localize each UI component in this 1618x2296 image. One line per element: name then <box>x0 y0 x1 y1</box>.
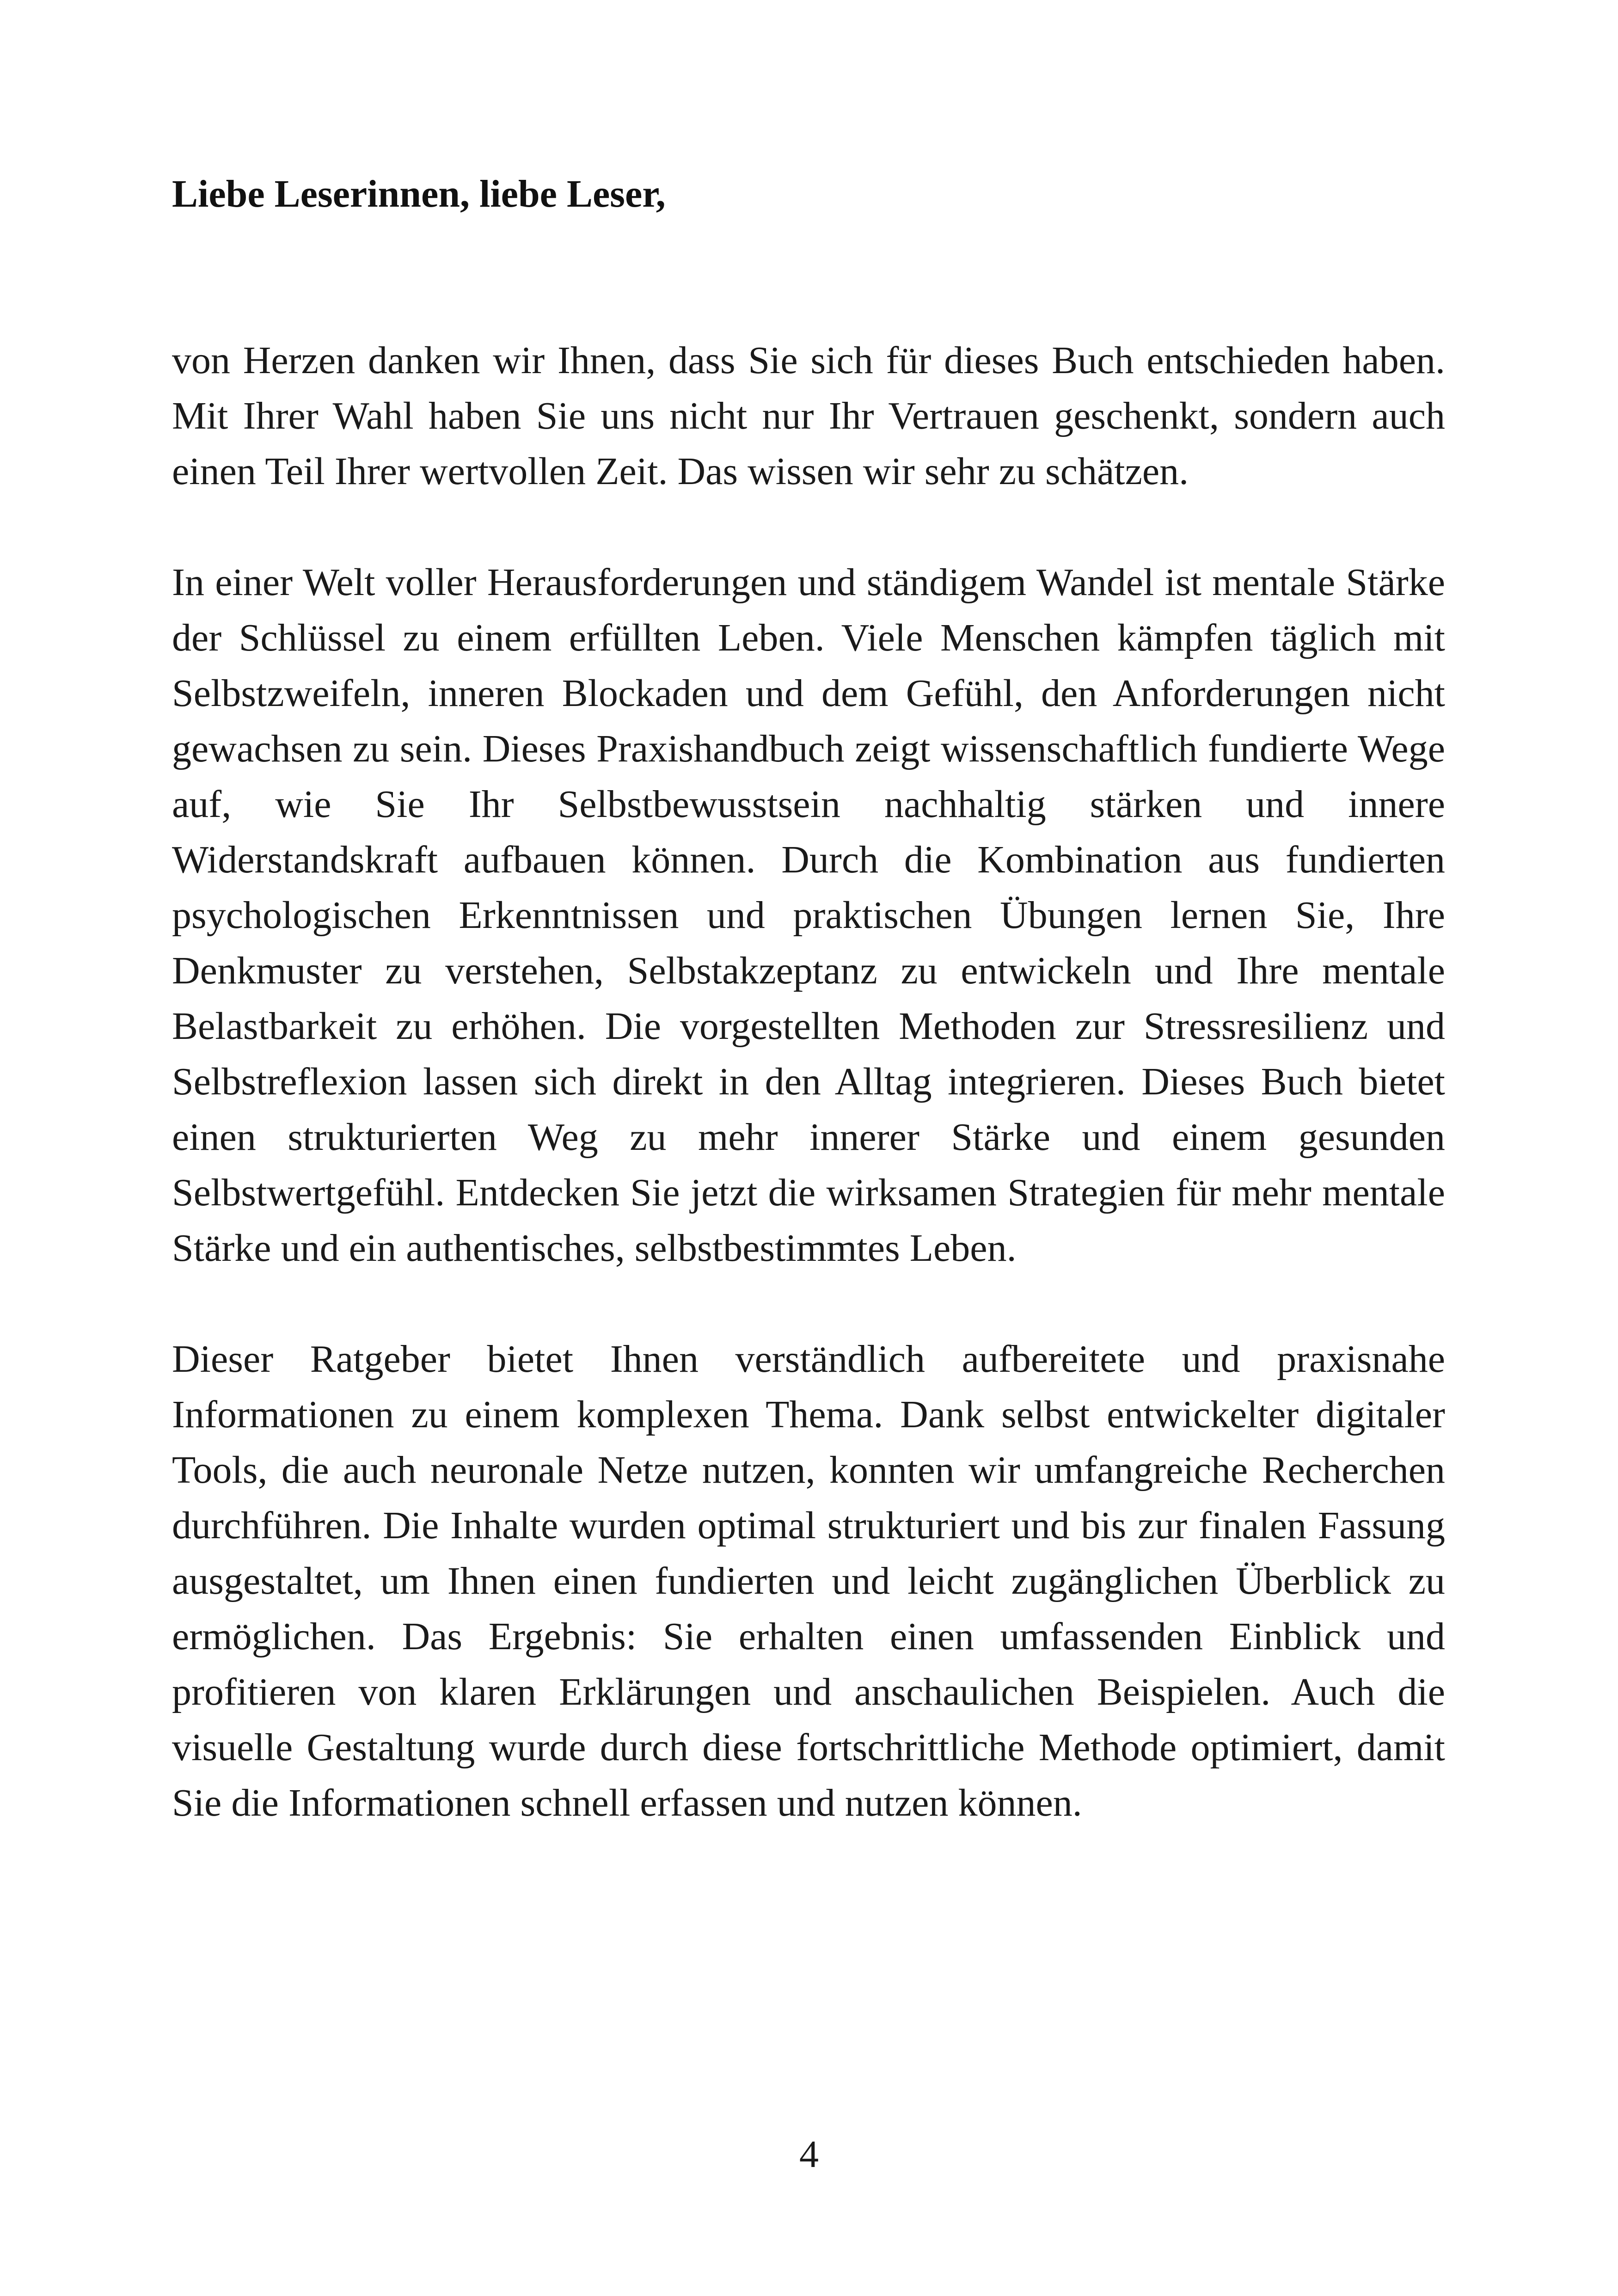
paragraph-thanks: von Herzen danken wir Ihnen, dass Sie sich für dieses Buch entschieden haben. Mit Ihrer Wahl haben Sie uns nicht nur Ihr Vertrauen geschenkt, sondern auch einen Teil Ihrer wertvollen Zeit. Das wissen wir sehr zu schätzen. <box>172 339 1445 493</box>
paragraph-guide-info: Dieser Ratgeber bietet Ihnen verständlich aufbereitete und praxisnahe Informationen zu einem komplexen Thema. Dank selbst entwickelter digitaler Tools, die auch neuronale Netze nutzen, konnten wir umfangreiche Recherchen durchführen. Die Inhalte wurden optimal strukturiert und bis zur finalen Fassung ausgestaltet, um Ihnen einen fundierten und leicht zugänglichen Überblick zu ermöglichen. Das Ergebnis: Sie erhalten einen umfassenden Einblick und profitieren von klaren Erklärungen und anschaulichen Beispielen. Auch die visuelle Gestaltung wurde durch diese fortschrittliche Methode optimiert, damit Sie die Informationen schnell erfassen und nutzen können. <box>172 1338 1445 1824</box>
page-content <box>172 166 1445 1831</box>
page-number: 4 <box>799 2133 819 2176</box>
paragraph-mental-strength: In einer Welt voller Herausforderungen und ständigem Wandel ist mentale Stärke der Schlüssel zu einem erfüllten Leben. Viele Menschen kämpfen täglich mit Selbstzweifeln, inneren Blockaden und dem Gefühl, den Anforderungen nicht gewachsen zu sein. Dieses Praxishandbuch zeigt wissenschaftlich fundierte Wege auf, wie Sie Ihr Selbstbewusstsein nachhaltig stärken und innere Widerstandskraft aufbauen können. Durch die Kombination aus fundierten psychologischen Erkenntnissen und praktischen Übungen lernen Sie, Ihre Denkmuster zu verstehen, Selbstakzeptanz zu entwickeln und Ihre mentale Belastbarkeit zu erhöhen. Die vorgestellten Methoden zur Stressresilienz und Selbstreflexion lassen sich direkt in den Alltag integrieren. Dieses Buch bietet einen strukturierten Weg zu mehr innerer Stärke und einem gesunden Selbstwertgefühl. Entdecken Sie jetzt die wirksamen Strategien für mehr mentale Stärke und ein authentisches, selbstbestimmtes Leben. <box>172 561 1445 1270</box>
greeting-heading: Liebe Leserinnen, liebe Leser, <box>172 172 666 215</box>
